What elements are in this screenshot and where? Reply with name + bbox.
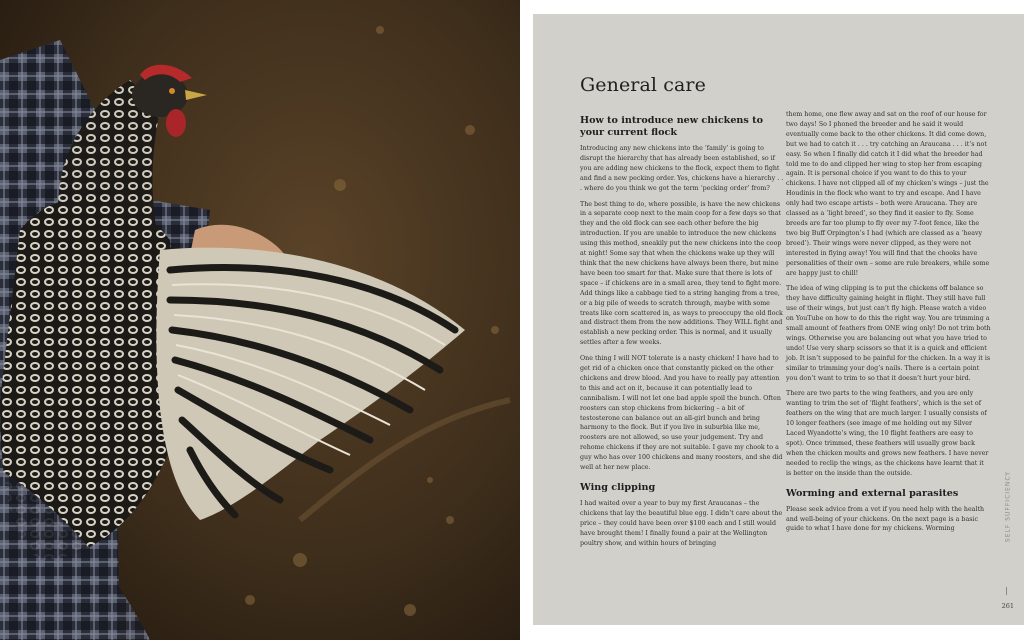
section-heading-wing-clipping: Wing clipping: [580, 482, 656, 493]
paragraph: Introducing any new chickens into the ‘family’ is going to disrupt the hierarchy that has already been established, so if you are adding new chickens to the flock, expect them to fight and find a new pecking order. Yes, chickens have a hierarchy . . . where do you think we got the term ‘pecking order’ from?: [580, 145, 784, 192]
paragraph: The idea of wing clipping is to put the chickens off balance so they have difficulty gaining height in flight. They still have full use of their wings, but just can’t fly high. Please watch a video on YouTube on how to do this the right way. You are trimming a small amount of feathers from ONE wing only! Do not trim both wings. Otherwise you are balancing out what you have tried to undo! Use very sharp scissors so that it is a quick and efficient job. It isn’t supposed to be painful for the chicken. In a way it is similar to trimming your dog’s nails. There is a certain point you don’t want to trim to so that it doesn’t hurt your bird.: [786, 285, 991, 382]
footer-divider: [1006, 587, 1007, 595]
running-section-label: [1000, 469, 1012, 549]
page-title: General care: [580, 74, 706, 96]
paragraph: There are two parts to the wing feathers, and you are only wanting to trim the set of ‘flight feathers’, which is the set of feathers on the wing that are much larger. I usually consists of 10 longer feathers (see image of me holding out my Silver Laced Wyandotte’s wing, the 10 flight feathers are easy to spot). Once trimmed, these feathers will usually grow back when the chicken moults and grows new feathers. I have never needed to reclip the wings, as the chickens have learnt that it is better on the inside than the outside.: [786, 390, 989, 477]
paragraph: One thing I will NOT tolerate is a nasty chicken! I have had to get rid of a chicken once that constantly picked on the other chickens and drew blood. And you have to really pay attention to this and act on it, because it can potentially lead to cannibalism. I will not let one bad apple spoil the bunch. Often roosters can stop chickens from bickering – a bit of testosterone can balance out an all-girl bunch and bring harmony to the flock. But if you live in suburbia like me, roosters are not allowed, so use your judgement. Try and rehome chickens if they are not suitable. I gave my chook to a guy who has over 100 chickens and many roosters, and she did well at her new place.: [580, 355, 783, 472]
text-page: [533, 14, 1024, 625]
paragraph: them home, one flew away and sat on the roof of our house for two days! So I phoned the breeder and he said it would eventually come back to the other chickens. It did come down, but we had to catch it . . . try catching an Araucana . . . it’s not easy. So when I finally did catch it I did what the breeder had told me to do and clipped her wing to stop her from escaping again. It is personal choice if you want to do this to your chickens. I have not clipped all of my chicken’s wings – just the Houdinis in the flock who want to try and escape. And I have only had two escape artists – both were Araucana. They are classed as a ‘light breed’, so they find it easier to fly. Some breeds are far too plump to fly over my 7-foot fence, like the two big Buff Orpington’s I had (which are classed as a ‘heavy breed’). Their wings were never clipped, as they were not interested in flying away! You will find that the chooks have personalities of their own – some are rule breakers, while some are happy just to chill!: [786, 111, 990, 277]
paragraph: I had waited over a year to buy my first Araucanas – the chickens that lay the beautiful blue egg. I didn’t care about the price – they could have been over $100 each and I still would have brought them! I finally found a pair at the Wellington poultry show, and within hours of bringing: [580, 500, 783, 547]
section-heading-introduce: How to introduce new chickens to your current flock: [580, 115, 763, 138]
text-column-left: [580, 115, 785, 555]
paragraph: Please seek advice from a vet if you need help with the health and well-being of your chickens. On the next page is a basic guide to what I have done for my chickens. Worming: [786, 505, 985, 533]
text-column-right: [786, 110, 991, 540]
section-heading-worming: Worming and external parasites: [786, 487, 959, 499]
paragraph: The best thing to do, where possible, is have the new chickens in a separate coop next to the main coop for a few days so that they and the old flock can see each other before the big introduction. If you are unable to introduce the new chickens using this method, sneakily put the new chickens into the coop at night! Some say that when the chickens wake up they will think that the new chickens have always been there, but mine have been too smart for that. Make sure that there is lots of space – if chickens are in a small area, they tend to fight more. Add things like a cabbage tied to a string hanging from a tree, or a big pile of weeds to scratch through, maybe with some treats like corn scattered in, as ways to preoccupy the old flock and distract them from the new additions. They WILL fight and establish a new pecking order. This is normal, and it usually settles after a few weeks.: [580, 200, 783, 347]
page-number: 261: [1001, 602, 1014, 610]
section-label-text: SELF SUFFICIENCY: [1004, 470, 1012, 543]
